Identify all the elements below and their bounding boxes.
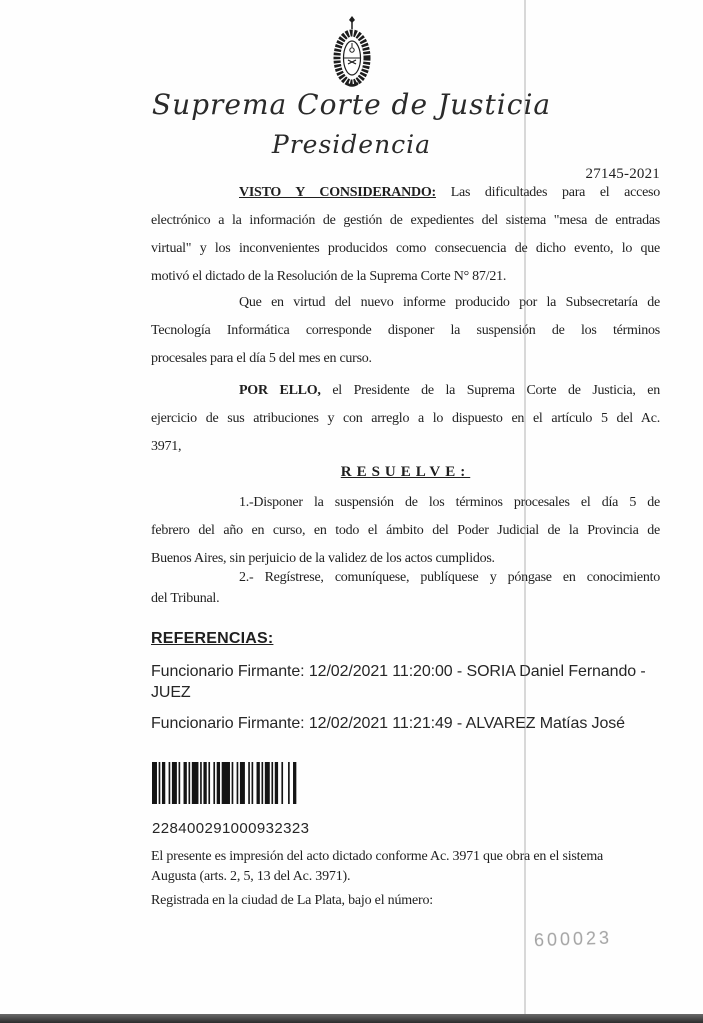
print-notice-line-1: El presente es impresión del acto dictado conforme Ac. 3971 que obra en el sistema xyxy=(151,849,604,864)
body-line: 1.-Disponer la suspensión de los términos procesales el día 5 de xyxy=(239,495,660,510)
paragraph-visto-considerando xyxy=(151,179,660,291)
scan-crease-line xyxy=(524,0,526,1014)
body-line: POR ELLO, el Presidente de la Suprema Corte de Justicia, en xyxy=(239,383,660,398)
reference-signer-1-line-2: JUEZ xyxy=(151,684,191,701)
body-line: procesales para el día 5 del mes en curso. xyxy=(151,351,372,366)
body-line: del Tribunal. xyxy=(151,591,220,606)
body-line: motivó el dictado de la Resolución de la Suprema Corte N° 87/21. xyxy=(151,269,507,284)
scan-edge-bar xyxy=(0,1014,703,1023)
body-line: virtual" y los inconvenientes producidos como consecuencia de dicho evento, lo que xyxy=(151,241,660,256)
references-heading: REFERENCIAS: xyxy=(151,630,274,647)
document-body xyxy=(151,0,660,1023)
body-line: electrónico a la información de gestión de expedientes del sistema "mesa de entradas xyxy=(151,213,660,228)
paragraph-resolution-item-2 xyxy=(151,567,660,609)
reference-signer-1 xyxy=(151,661,646,703)
faded-page-stamp: 600023 xyxy=(533,927,613,951)
body-line: ejercicio de sus atribuciones y con arreglo a lo dispuesto en el artículo 5 del Ac. xyxy=(151,411,660,426)
print-notice xyxy=(151,847,603,887)
letterhead-org-title: Suprema Corte de Justicia xyxy=(151,88,552,121)
registration-line: Registrada en la ciudad de La Plata, bajo el número: xyxy=(151,893,433,908)
body-line: Buenos Aires, sin perjuicio de la validez de los actos cumplidos. xyxy=(151,551,495,566)
resuelve-heading-text: RESUELVE: xyxy=(340,464,471,480)
reference-signer-2 xyxy=(151,713,625,734)
body-line: 3971, xyxy=(151,439,182,454)
print-notice-line-2: Augusta (arts. 2, 5, 13 del Ac. 3971). xyxy=(151,869,351,884)
body-line: VISTO Y CONSIDERANDO: Las dificultades para el acceso xyxy=(239,185,660,200)
reference-signer-1-line-1: Funcionario Firmante: 12/02/2021 11:20:00 - SORIA Daniel Fernando - xyxy=(151,663,646,680)
body-line: 2.- Regístrese, comuníquese, publíquese y póngase en conocimiento xyxy=(239,570,660,585)
paragraph-por-ello xyxy=(151,377,660,461)
paragraph-resolution-item-1 xyxy=(151,489,660,573)
reference-signer-2-line-1: Funcionario Firmante: 12/02/2021 11:21:49 - ALVAREZ Matías José xyxy=(151,715,625,732)
barcode-image xyxy=(152,762,298,804)
body-line: Tecnología Informática corresponde disponer la suspensión de los términos xyxy=(151,323,660,338)
body-line: febrero del año en curso, en todo el ámbito del Poder Judicial de la Provincia de xyxy=(151,523,660,538)
barcode-number: 228400291000932323 xyxy=(152,820,310,837)
resuelve-heading xyxy=(151,463,660,481)
body-line: Que en virtud del nuevo informe producido por la Subsecretaría de xyxy=(239,295,660,310)
paragraph-que-en-virtud xyxy=(151,289,660,373)
case-number: 27145-2021 xyxy=(585,166,660,182)
letterhead-dept-title: Presidencia xyxy=(271,130,432,159)
